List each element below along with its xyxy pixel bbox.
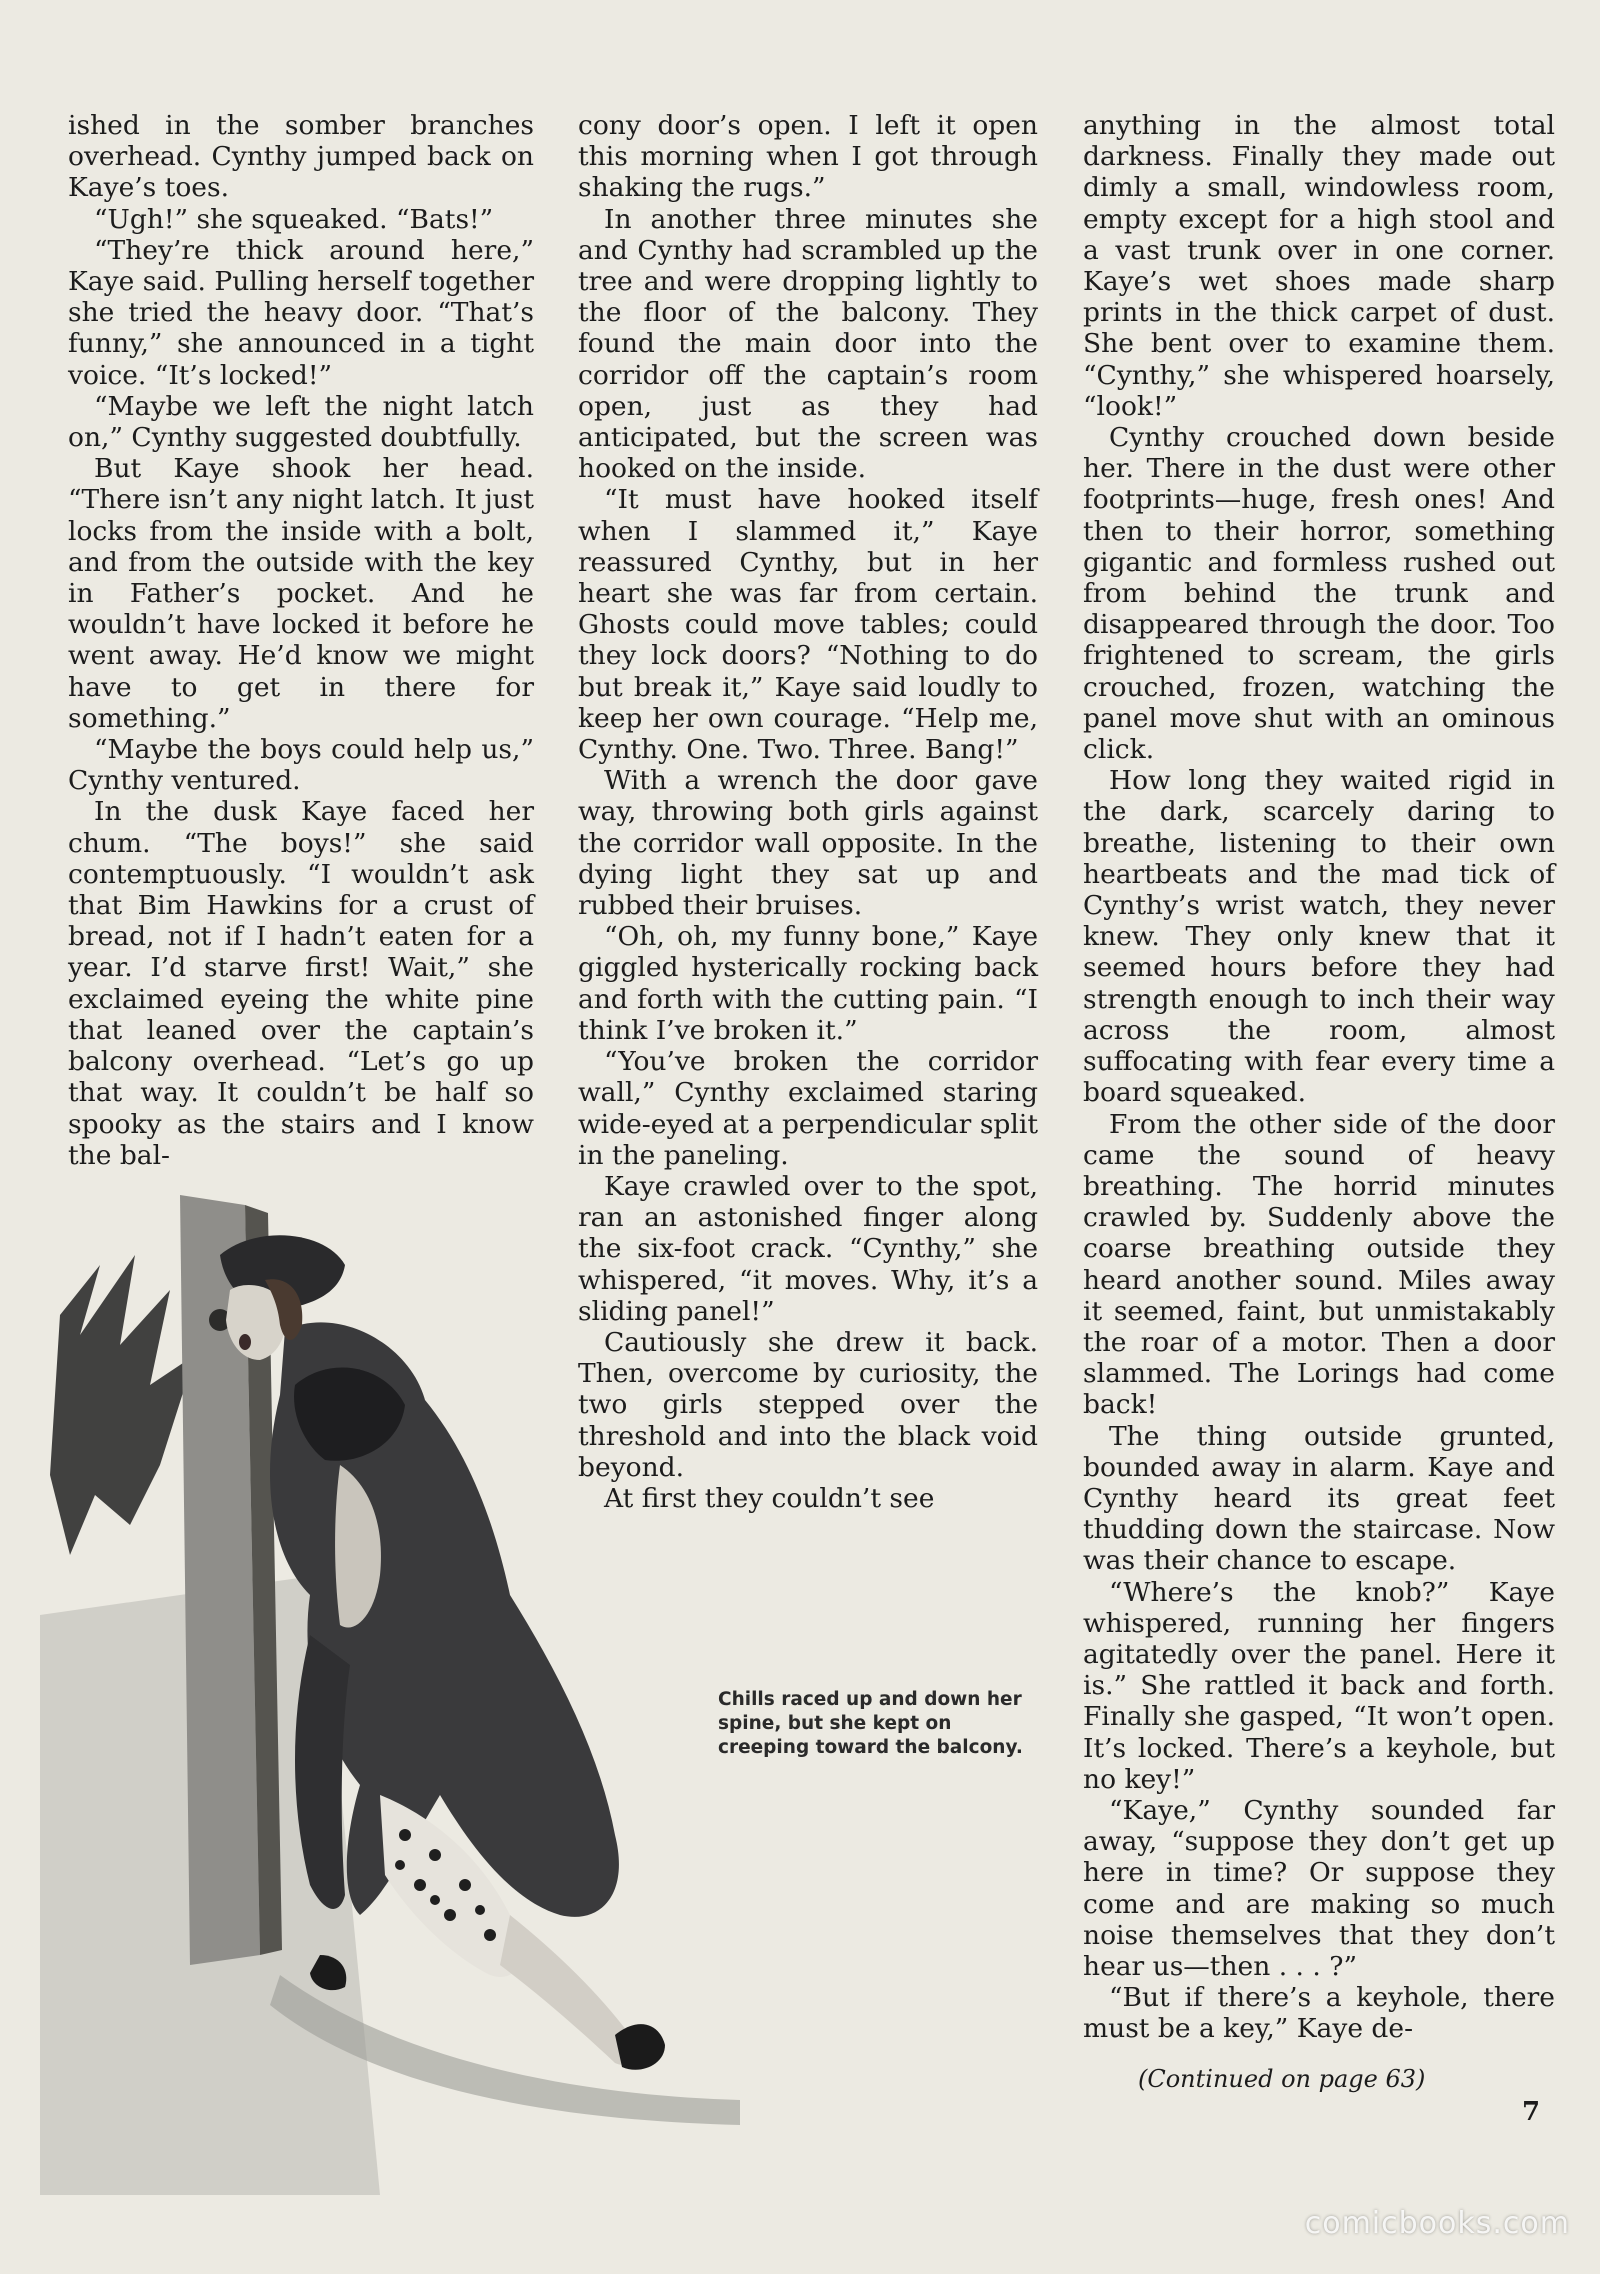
paragraph: From the other side of the door came the sound of heavy breathing. The horrid minutes crawled by. Suddenly above the coarse breathing outside they heard another sound. Miles away it seemed, faint, but unmistakably the roar of a motor. Then a door slammed. The Lorings had come back! <box>1083 1108 1555 1421</box>
paragraph: Kaye crawled over to the spot, ran an astonished finger along the six-foot crack. “Cynthy,” she whispered, “it moves. Why, it’s a sliding panel!” <box>578 1170 1038 1327</box>
paragraph: But Kaye shook her head. “There isn’t any night latch. It just locks from the inside with a bolt, and from the outside with the key in Father’s pocket. And he wouldn’t have locked it before he went away. He’d know we might have to get in there for something.” <box>68 453 534 734</box>
paragraph: “Maybe the boys could help us,” Cynthy ventured. <box>68 734 534 797</box>
paragraph: In another three minutes she and Cynthy had scrambled up the tree and were dropping lightly to the floor of the balcony. They found the main door into the corridor off the captain’s room open, just as they had anticipated, but the screen was hooked on the inside. <box>578 203 1038 485</box>
paragraph: In the dusk Kaye faced her chum. “The boys!” she said contemptuously. “I wouldn’t ask that Bim Hawkins for a crust of bread, not if I hadn’t eaten for a year. I’d starve first! Wait,” she exclaimed eyeing the white pine that leaned over the captain’s balcony overhead. “Let’s go up that way. It couldn’t be half so spooky as the stairs and I know the bal- <box>68 796 534 1171</box>
paragraph: “They’re thick around here,” Kaye said. Pulling herself together she tried the heavy door. “That’s funny,” she announced in a tight voice. “It’s locked!” <box>68 234 534 391</box>
continued-notice: (Continued on page 63) <box>1138 2065 1426 2093</box>
paragraph: How long they waited rigid in the dark, scarcely daring to breathe, listening to their own heartbeats and the mad tick of Cynthy’s wrist watch, they never knew. They only knew that it seemed hours before they had strength enough to inch their way across the room, almost suffocating with fear every time a board squeaked. <box>1083 765 1555 1109</box>
paragraph: “Kaye,” Cynthy sounded far away, “suppose they don’t get up here in time? Or suppose they come and are making so much noise themselves that they don’t hear us—then . . . ?” <box>1083 1794 1555 1982</box>
paragraph: “Where’s the knob?” Kaye whispered, running her fingers agitatedly over the panel. Here it is.” She rattled it back and forth. Finally she gasped, “It won’t open. It’s locked. There’s a keyhole, but no key!” <box>1083 1576 1555 1795</box>
paragraph: With a wrench the door gave way, throwing both girls against the corridor wall opposite. In the dying light they sat up and rubbed their bruises. <box>578 765 1038 922</box>
paragraph: “It must have hooked itself when I slammed it,” Kaye reassured Cynthy, but in her heart she was far from certain. Ghosts could move tables; could they lock doors? “Nothing to do but break it,” Kaye said loudly to keep her own courage. “Help me, Cynthy. One. Two. Three. Bang!” <box>578 484 1038 766</box>
paragraph: The thing outside grunted, bounded away in alarm. Kaye and Cynthy heard its great feet thudding down the staircase. Now was their chance to escape. <box>1083 1420 1555 1577</box>
paragraph: “But if there’s a keyhole, there must be a key,” Kaye de- <box>1083 1982 1555 2045</box>
paragraph: “Maybe we left the night latch on,” Cynthy suggested doubtfully. <box>68 390 534 454</box>
paragraph: cony door’s open. I left it open this morning when I got through shaking the rugs.” <box>578 110 1038 204</box>
paragraph: Cautiously she drew it back. Then, overcome by curiosity, the two girls stepped over the threshold and into the black void beyond. <box>578 1326 1038 1483</box>
paragraph: Cynthy crouched down beside her. There in the dust were other footprints—huge, fresh ones! And then to their horror, something gigantic and formless rushed out from behind the trunk and disappeared through the door. Too frightened to scream, the girls crouched, frozen, watching the panel move shut with an ominous click. <box>1083 422 1555 766</box>
paragraph: “Oh, oh, my funny bone,” Kaye giggled hysterically rocking back and forth with the cutting pain. “I think I’ve broken it.” <box>578 921 1038 1046</box>
pine-silhouette <box>50 1255 195 1555</box>
illustration-caption: Chills raced up and down her spine, but she kept on creeping toward the balcony. <box>718 1689 1023 1758</box>
paragraph: “You’ve broken the corridor wall,” Cynthy exclaimed staring wide-eyed at a perpendicular split in the paneling. <box>578 1046 1038 1171</box>
figure-mouth <box>239 1334 251 1350</box>
watermark: comicbooks.com <box>1304 2206 1570 2241</box>
figure-leg <box>500 1915 634 2065</box>
paragraph: At first they couldn’t see <box>604 1482 935 1514</box>
text-column-1 <box>68 110 534 1171</box>
text-column-3 <box>1083 110 1555 2045</box>
paragraph: “Ugh!” she squeaked. “Bats!” <box>94 203 494 235</box>
figure-shoe <box>615 2024 665 2070</box>
paragraph: ished in the somber branches overhead. Cynthy jumped back on Kaye’s toes. <box>68 110 534 204</box>
paragraph: anything in the almost total darkness. Finally they made out dimly a small, windowless room, empty except for a high stool and a vast trunk over in one corner. Kaye’s wet shoes made sharp prints in the thick carpet of dust. She bent over to examine them. “Cynthy,” she whispered hoarsely, “look!” <box>1083 110 1555 422</box>
page-number: 7 <box>1522 2097 1541 2127</box>
